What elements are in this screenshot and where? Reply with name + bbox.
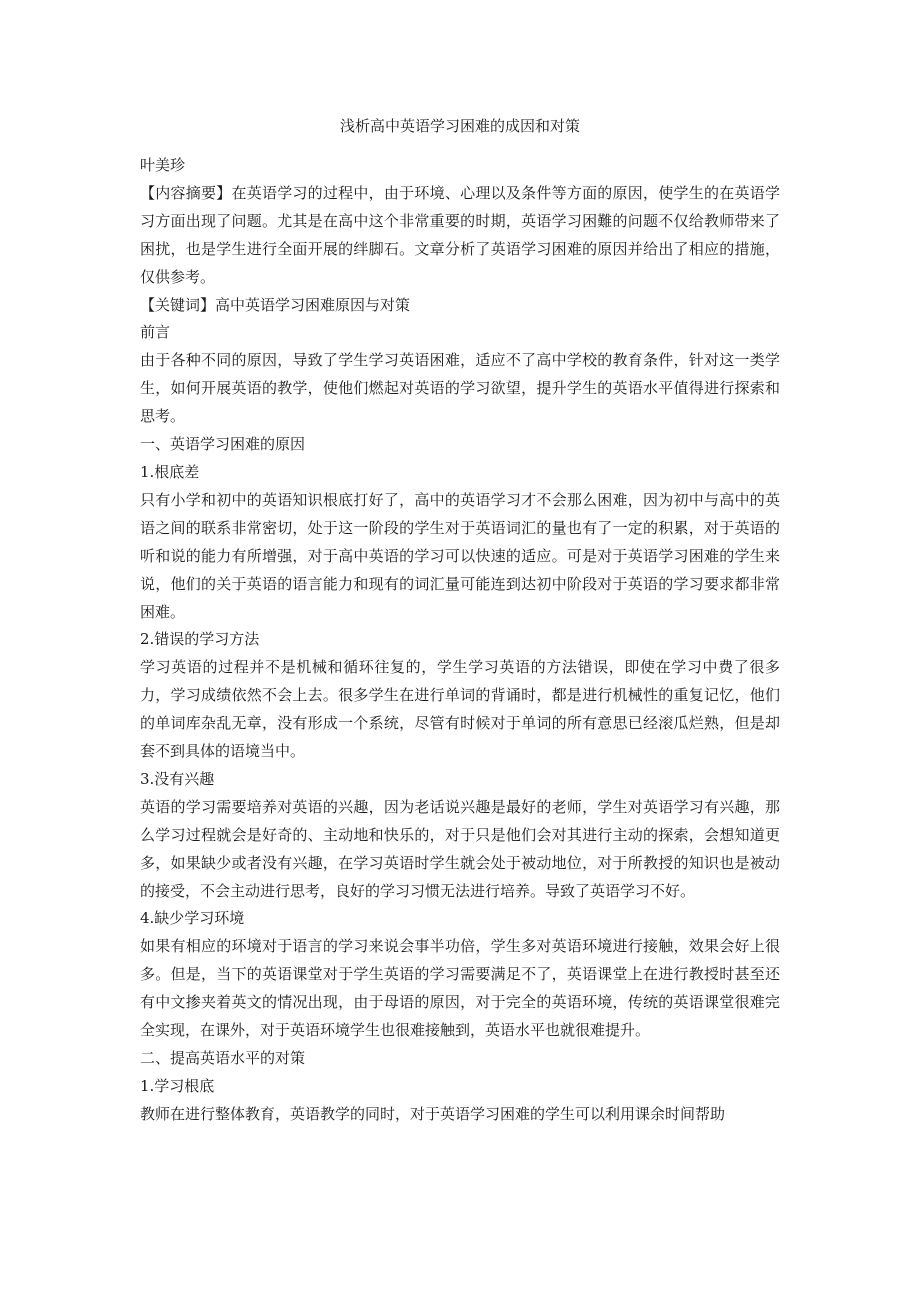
abstract-paragraph: 【内容摘要】在英语学习的过程中，由于环境、心理以及条件等方面的原因，使学生的在英语学习方面出现了问题。尤其是在高中这个非常重要的时期，英语学习困難的问题不仅给教师带来了困扰，也是学生进行全面开展的绊脚石。文章分析了英语学习困难的原因并给出了相应的措施，仅供参考。 [140, 183, 780, 286]
subsection-1-4-paragraph: 如果有相应的环境对于语言的学习来说会事半功倍，学生多对英语环境进行接触，效果会好上很多。但是，当下的英语课堂对于学生英语的学习需要满足不了，英语课堂上在进行教授时甚至还有中文掺夹着英文的情况出现，由于母语的原因，对于完全的英语环境，传统的英语课堂很难完全实现，在课外，对于英语环境学生也很难接触到，英语水平也就很难提升。 [140, 937, 780, 1040]
document-body [140, 152, 780, 1129]
document-title: 浅析高中英语学习困难的成因和对策 [339, 117, 580, 135]
subsection-1-3-heading: 3.没有兴趣 [140, 769, 215, 788]
subsection-1-1-heading: 1.根底差 [140, 462, 200, 481]
section-1-heading: 一、英语学习困难的原因 [140, 435, 306, 454]
subsection-1-1-paragraph: 只有小学和初中的英语知识根底打好了，高中的英语学习才不会那么困难，因为初中与高中的英语之间的联系非常密切，处于这一阶段的学生对于英语词汇的量也有了一定的积累，对于英语的听和说的能力有所增强，对于高中英语的学习可以快速的适应。可是对于英语学习困难的学生来说，他们的关于英语的语言能力和现有的词汇量可能连到达初中阶段对于英语的学习要求都非常困难。 [140, 490, 780, 621]
subsection-1-4-heading: 4.缺少学习环境 [140, 909, 245, 928]
preface-heading: 前言 [140, 323, 171, 342]
subsection-1-2-paragraph: 学习英语的过程并不是机械和循环往复的，学生学习英语的方法错误，即使在学习中费了很多力，学习成绩依然不会上去。很多学生在进行单词的背诵时，都是进行机械性的重复记忆，他们的单词库杂乱无章，没有形成一个系统，尽管有时候对于单词的所有意思已经滚瓜烂熟，但是却套不到具体的语境当中。 [140, 658, 780, 761]
keywords-line: 【关键词】高中英语学习困难原因与对策 [140, 295, 411, 314]
preface-paragraph: 由于各种不同的原因，导致了学生学习英语困难，适应不了高中学校的教育条件，针对这一类学生，如何开展英语的教学，使他们燃起对英语的学习欲望，提升学生的英语水平值得进行探索和思考。 [140, 351, 780, 426]
subsection-1-3-paragraph: 英语的学习需要培养对英语的兴趣，因为老话说兴趣是最好的老师，学生对英语学习有兴趣，那么学习过程就会是好奇的、主动地和快乐的，对于只是他们会对其进行主动的探索，会想知道更多，如果缺少或者没有兴趣，在学习英语时学生就会处于被动地位，对于所教授的知识也是被动的接受，不会主动进行思考，良好的学习习惯无法进行培养。导致了英语学习不好。 [140, 797, 780, 900]
subsection-1-2-heading: 2.错误的学习方法 [140, 630, 260, 649]
author-name: 叶美珍 [140, 156, 186, 174]
subsection-2-1-paragraph: 教师在进行整体教育，英语教学的同时，对于英语学习困难的学生可以利用课余时间帮助 [140, 1104, 726, 1123]
section-2-heading: 二、提高英语水平的对策 [140, 1049, 306, 1067]
subsection-2-1-heading: 1.学习根底 [140, 1076, 215, 1095]
